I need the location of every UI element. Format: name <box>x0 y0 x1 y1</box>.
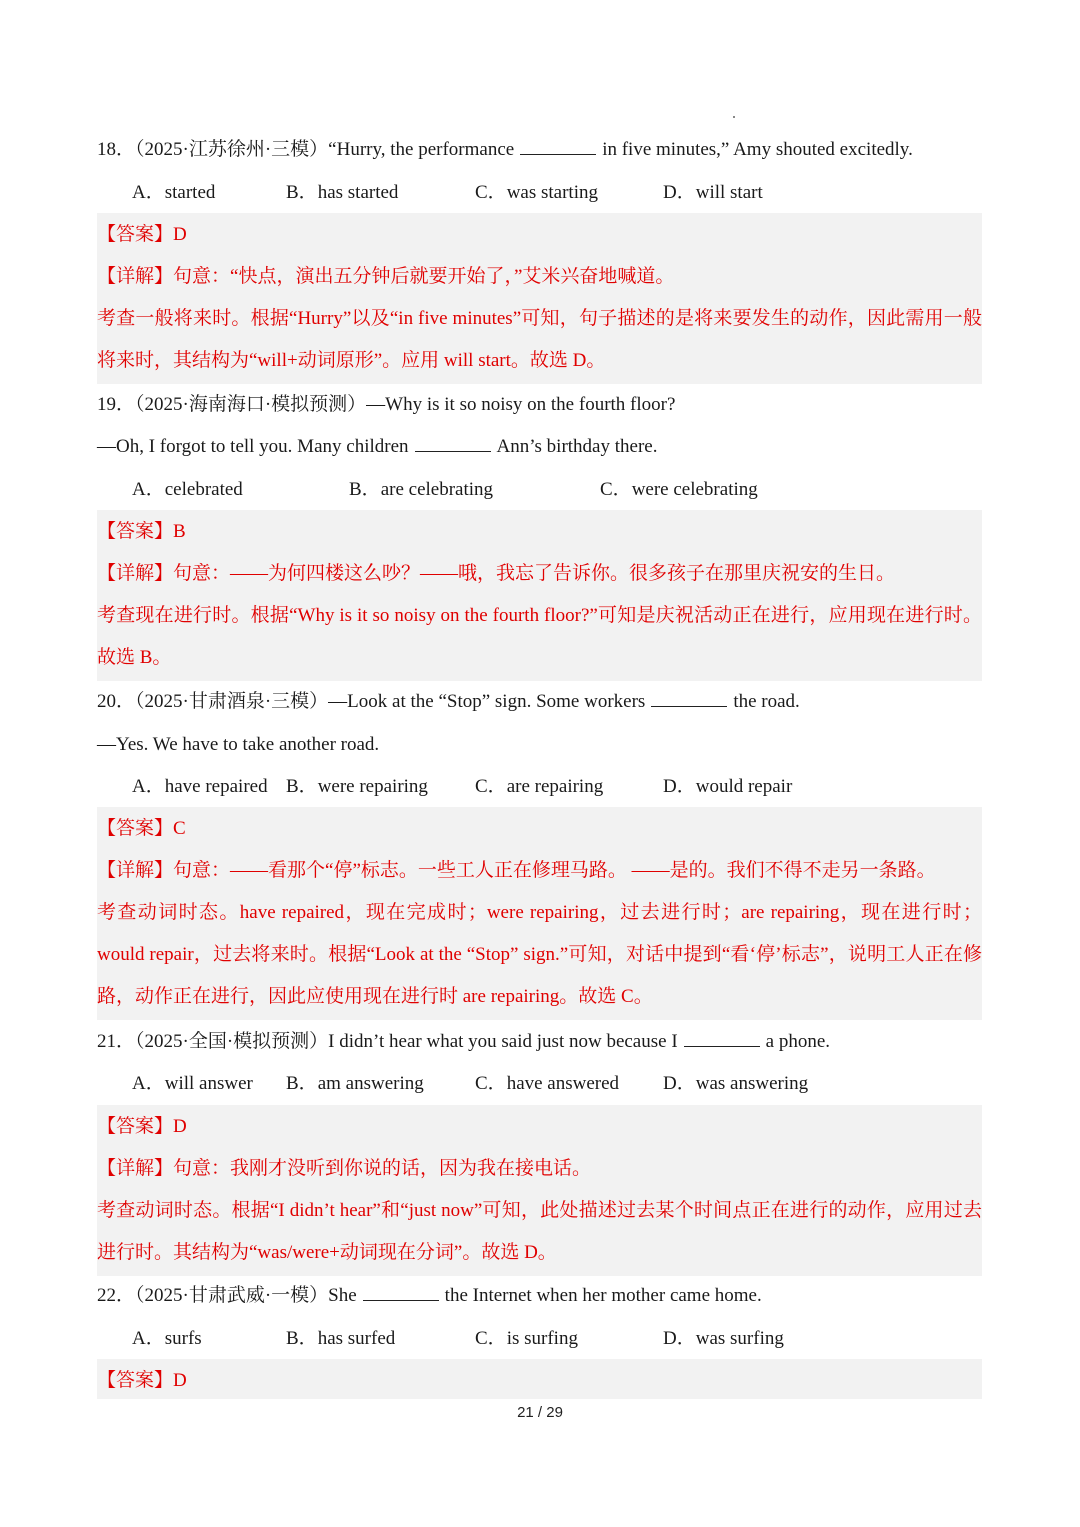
question-19-stem-line2 <box>97 434 657 460</box>
question-21-stem <box>97 1029 830 1055</box>
question-number: 18． <box>97 139 136 160</box>
stem-text: —Yes. We have to take another road. <box>97 734 380 755</box>
question-source: （2025·江苏徐州·三模） <box>135 139 329 160</box>
option-d: D．will start <box>663 182 763 203</box>
stem-text: in five minutes,” Amy shouted excitedly. <box>602 139 913 160</box>
question-number: 21． <box>97 1031 136 1052</box>
answer-block-19 <box>97 510 982 681</box>
question-19-stem <box>97 392 675 418</box>
explanation-text: 考查一般将来时。根据“Hurry”以及“in five minutes”可知，句子描述的是将来要发生的动作，因此需用一般将来时，其结构为“will+动词原形”。应用 will start。故选 D。 <box>97 308 982 371</box>
option-c: C．were celebrating <box>600 479 758 500</box>
option-b: B．has started <box>286 182 399 203</box>
detail-line: 【详解】句意：——为何四楼这么吵？——哦，我忘了告诉你。很多孩子在那里庆祝安的生日。 <box>97 563 896 584</box>
option-b: B．were repairing <box>286 776 428 797</box>
option-c: C．is surfing <box>475 1328 578 1349</box>
answer-block-20 <box>97 807 982 1020</box>
explanation-text: 考查动词时态。根据“I didn’t hear”和“just now”可知，此处描述过去某个时间点正在进行的动作，应用过去进行时。其结构为“was/were+动词现在分词”。故选 D。 <box>97 1200 982 1263</box>
speck <box>733 116 735 118</box>
question-number: 19． <box>97 394 136 415</box>
question-source: （2025·甘肃酒泉·三模） <box>135 691 329 712</box>
option-d: D．would repair <box>663 776 793 797</box>
option-d: D．was answering <box>663 1073 809 1094</box>
stem-text: the Internet when her mother came home. <box>444 1285 762 1306</box>
option-c: C．was starting <box>475 182 598 203</box>
stem-text: I didn’t hear what you said just now because I <box>328 1031 678 1052</box>
detail-line: 【详解】句意：——看那个“停”标志。一些工人正在修理马路。 ——是的。我们不得不走另一条路。 <box>97 860 936 881</box>
answer-line: 【答案】B <box>97 521 186 542</box>
option-a: A．will answer <box>132 1073 253 1094</box>
page-number: 21 / 29 <box>517 1404 563 1421</box>
question-number: 22． <box>97 1285 136 1306</box>
option-a: A．started <box>132 182 216 203</box>
stem-text: the road. <box>733 691 800 712</box>
question-source: （2025·甘肃武威·一模） <box>135 1285 329 1306</box>
option-b: B．are celebrating <box>349 479 494 500</box>
answer-line: 【答案】D <box>97 1370 187 1391</box>
stem-text: She <box>328 1285 357 1306</box>
option-b: B．has surfed <box>286 1328 396 1349</box>
stem-text: “Hurry, the performance <box>328 139 515 160</box>
answer-line: 【答案】D <box>97 224 187 245</box>
stem-text: —Look at the “Stop” sign. Some workers <box>328 691 646 712</box>
option-c: C．are repairing <box>475 776 604 797</box>
answer-blank <box>684 1029 760 1047</box>
detail-line: 【详解】句意：“快点，演出五分钟后就要开始了，”艾米兴奋地喊道。 <box>97 266 675 287</box>
stem-text: a phone. <box>765 1031 831 1052</box>
answer-block-22 <box>97 1359 982 1399</box>
answer-line: 【答案】D <box>97 1116 187 1137</box>
answer-blank <box>415 434 491 452</box>
answer-blank <box>363 1283 439 1301</box>
question-22-stem <box>97 1283 762 1309</box>
stem-text: Ann’s birthday there. <box>496 436 658 457</box>
option-d: D．was surfing <box>663 1328 784 1349</box>
question-20-stem <box>97 689 800 715</box>
option-b: B．am answering <box>286 1073 424 1094</box>
question-source: （2025·海南海口·模拟预测） <box>135 394 367 415</box>
answer-line: 【答案】C <box>97 818 186 839</box>
answer-blank <box>520 137 596 155</box>
stem-text: —Oh, I forgot to tell you. Many children <box>97 436 409 457</box>
question-20-stem-line2 <box>97 732 379 758</box>
answer-block-21 <box>97 1105 982 1276</box>
explanation-text: 考查动词时态。have repaired，现在完成时；were repairing，过去进行时；are repairing，现在进行时；would repair，过去将来时。根据“Look at the “Stop” sign.”可知，对话中提到“看‘停’标志”，说明工人正在修路，动作正在进行，因此应使用现在进行时 are repairing。故选 C。 <box>97 902 982 1007</box>
explanation-text: 考查现在进行时。根据“Why is it so noisy on the fourth floor?”可知是庆祝活动正在进行，应用现在进行时。故选 B。 <box>97 605 982 668</box>
detail-line: 【详解】句意：我刚才没听到你说的话，因为我在接电话。 <box>97 1158 592 1179</box>
question-number: 20． <box>97 691 136 712</box>
stem-text: —Why is it so noisy on the fourth floor? <box>366 394 676 415</box>
question-source: （2025·全国·模拟预测） <box>135 1031 329 1052</box>
answer-block-18 <box>97 213 982 384</box>
option-c: C．have answered <box>475 1073 620 1094</box>
option-a: A．surfs <box>132 1328 202 1349</box>
question-18-stem <box>97 137 913 163</box>
answer-blank <box>651 689 727 707</box>
option-a: A．have repaired <box>132 776 268 797</box>
option-a: A．celebrated <box>132 479 243 500</box>
